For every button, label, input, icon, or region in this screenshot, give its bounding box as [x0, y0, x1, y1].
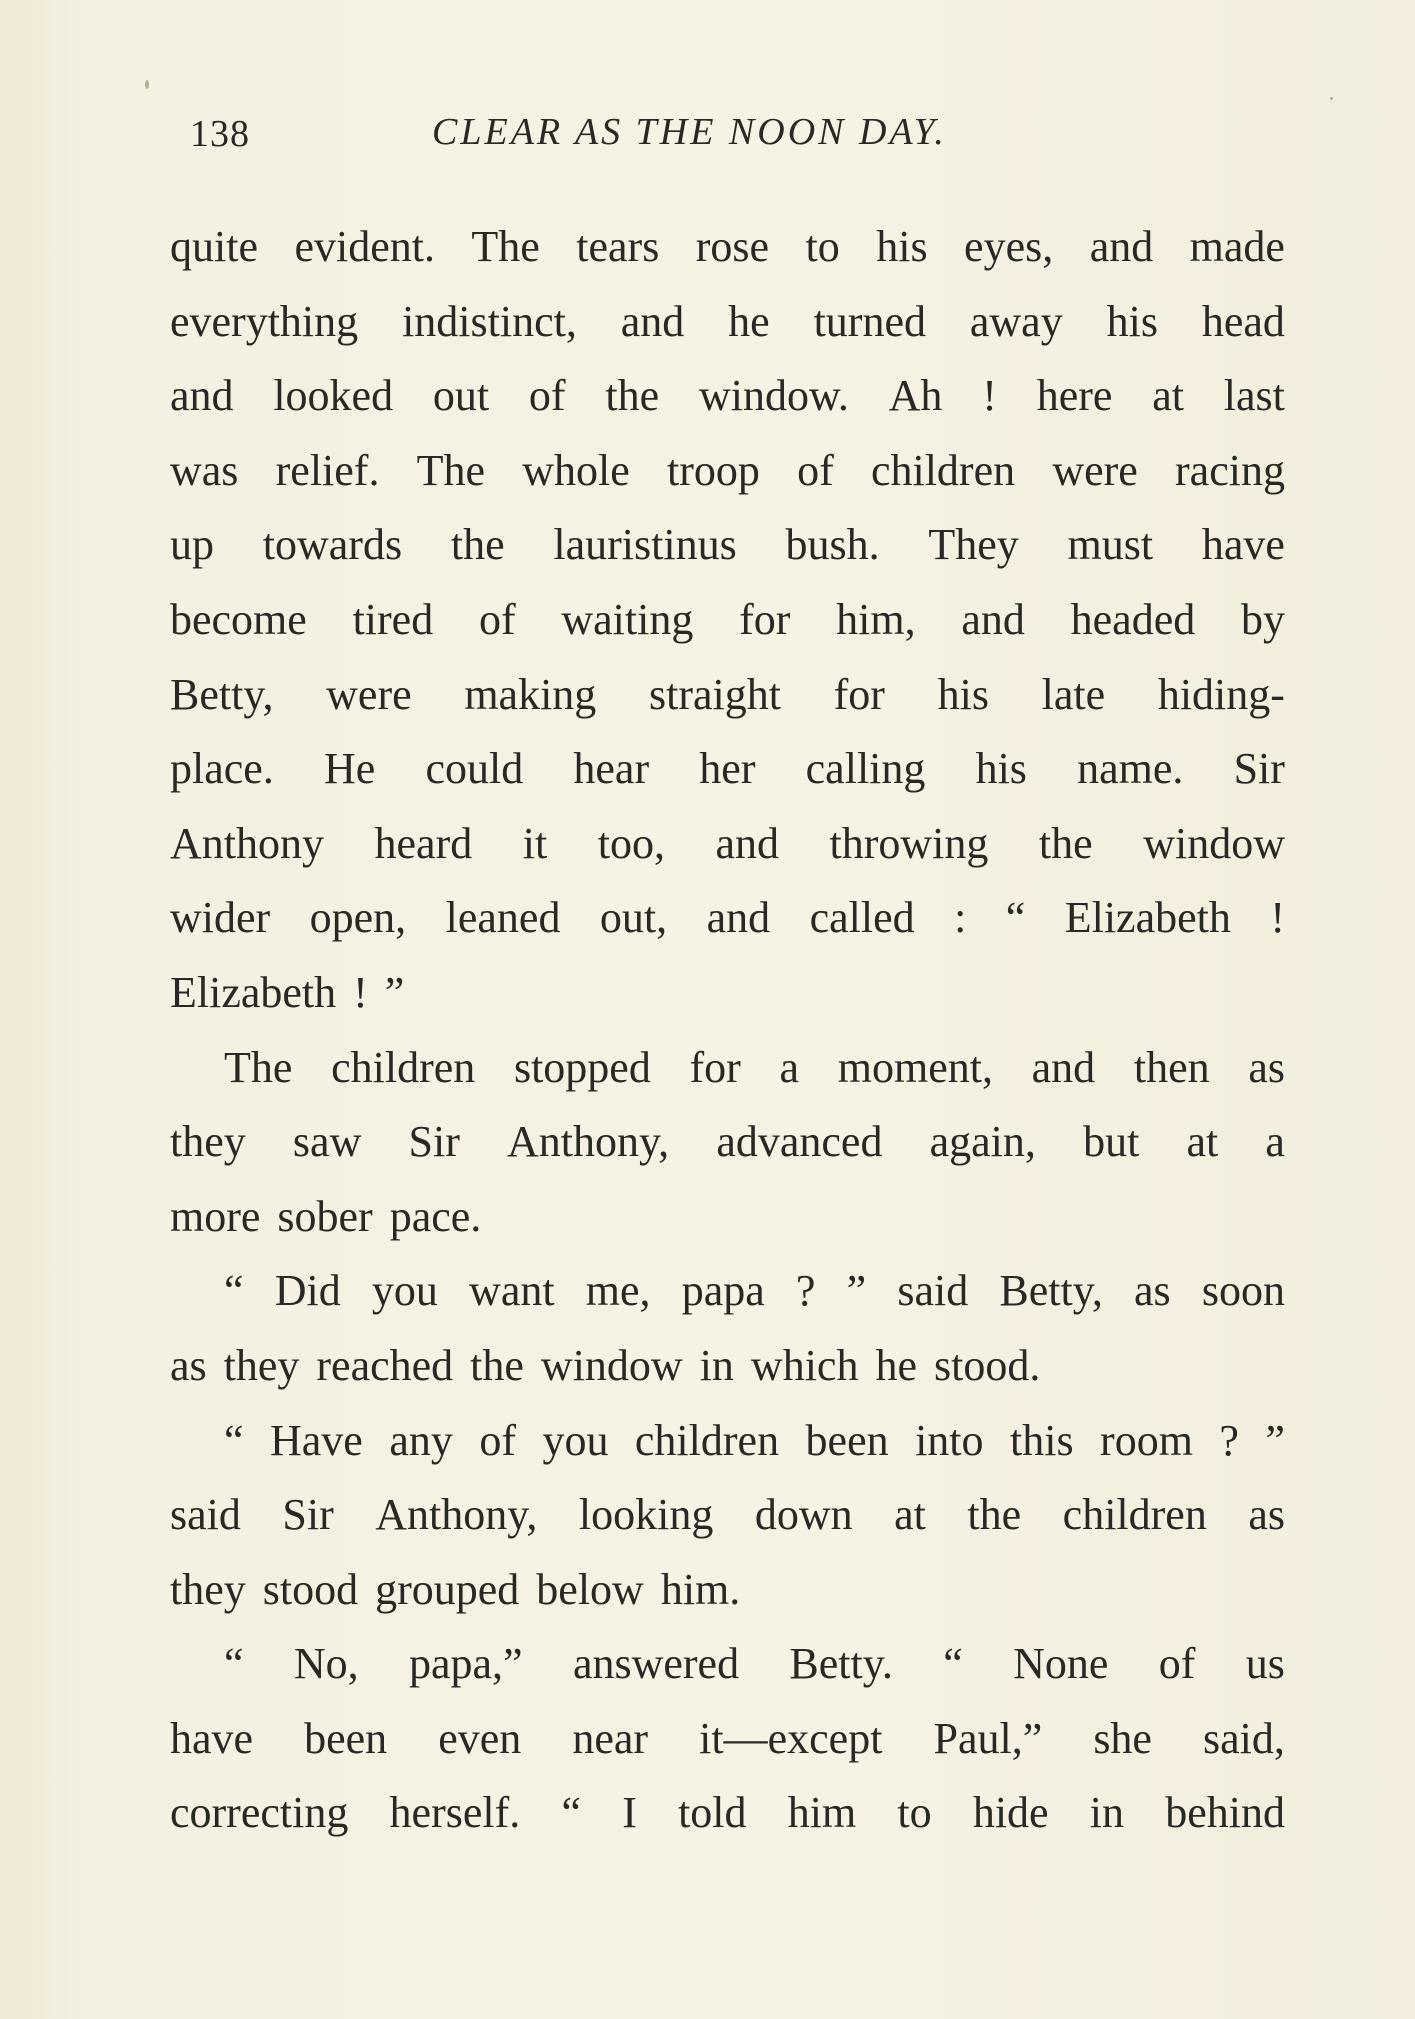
- word: advanced: [716, 1117, 883, 1167]
- text-line: [170, 1702, 1285, 1777]
- text-line: more sober pace.: [170, 1191, 482, 1241]
- word: for: [833, 669, 885, 719]
- word: as: [1248, 1490, 1285, 1540]
- word: but: [1083, 1117, 1140, 1167]
- text-line: [170, 1478, 1285, 1553]
- word: throwing: [829, 818, 989, 868]
- text-line: [170, 881, 1285, 956]
- word: headed: [1070, 594, 1196, 644]
- text-line: [170, 285, 1285, 360]
- text-line: [170, 807, 1285, 882]
- word: The: [471, 222, 540, 271]
- body-text: [170, 210, 1285, 1851]
- word: I: [622, 1788, 637, 1838]
- word: None: [1013, 1639, 1109, 1689]
- word: name.: [1077, 744, 1184, 794]
- text-line: [170, 1627, 1285, 1702]
- word: was: [170, 445, 239, 495]
- word: into: [915, 1415, 984, 1465]
- word: moment,: [837, 1042, 993, 1092]
- word: indistinct,: [402, 296, 577, 346]
- word: been: [304, 1713, 388, 1763]
- word: open,: [309, 893, 407, 943]
- word: any: [389, 1415, 453, 1465]
- word: quite: [170, 222, 258, 271]
- word: place.: [170, 744, 274, 794]
- word: his: [937, 669, 989, 719]
- word: and: [706, 893, 771, 943]
- word: could: [425, 744, 524, 794]
- word: have: [1201, 520, 1285, 570]
- page-number: 138: [190, 113, 250, 155]
- word: The: [416, 445, 486, 495]
- word: last: [1223, 371, 1285, 421]
- word: to: [897, 1788, 932, 1838]
- word: bush.: [785, 520, 880, 570]
- word: looked: [273, 371, 394, 421]
- word: ”: [1265, 1415, 1285, 1465]
- word: become: [170, 594, 307, 644]
- word: me,: [585, 1266, 651, 1316]
- word: !: [1270, 893, 1285, 943]
- word: they: [170, 1117, 246, 1167]
- word: the: [1038, 818, 1093, 868]
- word: and: [715, 818, 779, 868]
- word: at: [1186, 1117, 1219, 1167]
- text-line: Elizabeth ! ”: [170, 967, 405, 1017]
- word: a: [779, 1042, 800, 1092]
- word: hide: [972, 1788, 1049, 1838]
- word: “: [224, 1639, 244, 1689]
- word: whole: [522, 445, 630, 495]
- text-line: [170, 210, 1285, 285]
- word: in: [1089, 1788, 1125, 1838]
- word: The: [224, 1042, 293, 1092]
- word: relief.: [275, 445, 380, 495]
- word: Sir: [282, 1490, 334, 1540]
- word: late: [1041, 669, 1106, 719]
- word: us: [1245, 1639, 1285, 1689]
- word: “: [561, 1788, 581, 1838]
- word: “: [224, 1415, 244, 1465]
- word: room: [1100, 1415, 1193, 1465]
- word: head: [1201, 296, 1285, 346]
- word: lauristinus: [553, 520, 737, 570]
- word: for: [739, 594, 791, 644]
- word: down: [754, 1490, 853, 1540]
- paper-speck: [145, 80, 149, 89]
- word: tired: [352, 594, 434, 644]
- word: saw: [292, 1117, 362, 1167]
- word: and: [170, 371, 234, 421]
- text-line: [170, 359, 1285, 434]
- word: him: [787, 1788, 857, 1838]
- word: behind: [1165, 1788, 1285, 1838]
- word: his: [876, 222, 928, 271]
- running-title: CLEAR AS THE NOON DAY.: [432, 111, 947, 153]
- word: said: [170, 1490, 241, 1540]
- word: made: [1189, 222, 1285, 271]
- text-line: [170, 658, 1285, 733]
- word: Elizabeth: [1064, 893, 1231, 943]
- word: !: [982, 371, 997, 421]
- word: Have: [270, 1415, 363, 1465]
- word: tears: [576, 222, 660, 271]
- word: hiding-: [1157, 669, 1285, 719]
- word: of: [479, 1415, 516, 1465]
- word: everything: [170, 296, 359, 346]
- word: told: [678, 1788, 747, 1838]
- word: papa,”: [409, 1639, 523, 1689]
- word: window.: [698, 371, 849, 421]
- word: of: [478, 594, 516, 644]
- word: the: [605, 371, 660, 421]
- word: it: [522, 818, 548, 868]
- page-header: [180, 100, 1280, 160]
- word: at: [1152, 371, 1184, 421]
- word: the: [967, 1490, 1022, 1540]
- word: even: [438, 1713, 522, 1763]
- word: ”: [846, 1266, 867, 1316]
- word: wider: [170, 893, 271, 943]
- word: Paul,”: [933, 1713, 1043, 1763]
- word: racing: [1175, 445, 1285, 495]
- word: leaned: [445, 893, 561, 943]
- word: and: [1031, 1042, 1096, 1092]
- word: too,: [597, 818, 665, 868]
- word: you: [542, 1415, 609, 1465]
- word: herself.: [389, 1788, 521, 1838]
- word: said: [897, 1266, 969, 1316]
- word: were: [1052, 445, 1138, 495]
- word: for: [689, 1042, 741, 1092]
- word: at: [894, 1490, 926, 1540]
- word: must: [1067, 520, 1154, 570]
- word: Sir: [1233, 744, 1285, 794]
- text-line: [170, 434, 1285, 509]
- word: the: [450, 520, 505, 570]
- word: and: [1089, 222, 1154, 271]
- word: been: [805, 1415, 889, 1465]
- word: “: [224, 1266, 244, 1316]
- word: of: [1158, 1639, 1196, 1689]
- word: turned: [813, 296, 926, 346]
- word: Sir: [408, 1117, 460, 1167]
- word: near: [572, 1713, 649, 1763]
- text-line: [170, 508, 1285, 583]
- word: making: [464, 669, 597, 719]
- text-line: [170, 1404, 1285, 1479]
- text-line: [170, 1031, 1285, 1106]
- word: troop: [667, 445, 760, 495]
- paper-speck: [1330, 97, 1333, 100]
- word: evident.: [294, 222, 435, 271]
- word: window: [1143, 818, 1285, 868]
- word: have: [170, 1713, 254, 1763]
- word: and: [961, 594, 1025, 644]
- word: here: [1036, 371, 1113, 421]
- word: Betty.: [789, 1639, 893, 1689]
- word: this: [1010, 1415, 1074, 1465]
- text-line: [170, 1776, 1285, 1851]
- word: his: [975, 744, 1027, 794]
- word: They: [928, 520, 1019, 570]
- word: by: [1240, 594, 1285, 644]
- word: of: [797, 445, 834, 495]
- text-line: they stood grouped below him.: [170, 1564, 741, 1614]
- word: you: [371, 1266, 438, 1316]
- text-line: as they reached the window in which he stood.: [170, 1340, 1041, 1390]
- word: said,: [1203, 1713, 1285, 1763]
- word: “: [943, 1639, 963, 1689]
- word: Betty,: [999, 1266, 1103, 1316]
- word: Betty,: [170, 669, 274, 719]
- word: He: [323, 744, 376, 794]
- word: want: [469, 1266, 555, 1316]
- word: she: [1093, 1713, 1152, 1763]
- text-line: [170, 583, 1285, 658]
- word: Anthony,: [507, 1117, 670, 1167]
- word: No,: [293, 1639, 359, 1689]
- word: his: [1106, 296, 1158, 346]
- word: again,: [929, 1117, 1036, 1167]
- word: looking: [578, 1490, 714, 1540]
- word: of: [528, 371, 566, 421]
- word: waiting: [561, 594, 694, 644]
- word: ?: [795, 1266, 816, 1316]
- word: “: [1005, 893, 1026, 943]
- word: children: [634, 1415, 780, 1465]
- word: answered: [572, 1639, 740, 1689]
- word: eyes,: [964, 222, 1054, 271]
- word: up: [170, 520, 214, 570]
- word: children: [331, 1042, 476, 1092]
- word: out,: [599, 893, 668, 943]
- word: correcting: [170, 1788, 349, 1838]
- word: were: [326, 669, 412, 719]
- word: calling: [805, 744, 926, 794]
- word: Did: [274, 1266, 341, 1316]
- text-line: [170, 732, 1285, 807]
- word: out: [432, 371, 490, 421]
- word: as: [1248, 1042, 1285, 1092]
- word: a: [1265, 1117, 1285, 1167]
- text-line: [170, 1105, 1285, 1180]
- word: towards: [262, 520, 403, 570]
- word: him,: [836, 594, 916, 644]
- word: he: [728, 296, 770, 346]
- word: papa: [681, 1266, 765, 1316]
- word: children: [870, 445, 1016, 495]
- word: and: [620, 296, 685, 346]
- word: to: [805, 222, 840, 271]
- word: heard: [374, 818, 473, 868]
- word: hear: [573, 744, 650, 794]
- word: ?: [1219, 1415, 1239, 1465]
- word: :: [954, 893, 967, 943]
- word: straight: [648, 669, 781, 719]
- word: away: [969, 296, 1063, 346]
- word: it—except: [699, 1713, 883, 1763]
- word: children: [1062, 1490, 1207, 1540]
- word: her: [699, 744, 756, 794]
- word: Anthony,: [375, 1490, 538, 1540]
- word: Anthony: [170, 818, 324, 868]
- word: as: [1134, 1266, 1171, 1316]
- word: soon: [1201, 1266, 1285, 1316]
- text-line: [170, 1254, 1285, 1329]
- word: called: [809, 893, 915, 943]
- word: rose: [695, 222, 770, 271]
- word: then: [1133, 1042, 1210, 1092]
- word: Ah: [888, 371, 943, 421]
- word: stopped: [513, 1042, 651, 1092]
